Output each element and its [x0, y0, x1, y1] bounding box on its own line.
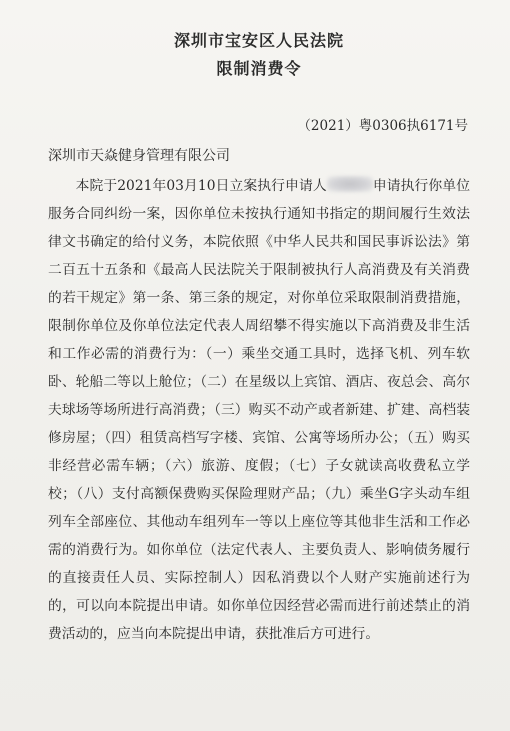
court-name: 深圳市宝安区人民法院 [173, 31, 344, 50]
order-paragraph [48, 172, 470, 648]
paragraph-main: 申请执行你单位服务合同纠纷一案，因你单位未按执行通知书指定的期间履行生效法律文书确定的给付义务，本院依照《中华人民共和国民事诉讼法》第二百五十五条和《最高人民法院关于限制被执行人高消费及有关消费的若干规定》第一条、第三条的规定，对你单位采取限制消费措施，限制你单位及你单位法定代表人周绍攀不得实施以下高消费及非生活和工作必需的消费行为：（一）乘坐交通工具时，选择飞机、列车软卧、轮船二等以上舱位；（二）在星级以上宾馆、酒店、夜总会、高尔夫球场等场所进行高消费；（三）购买不动产或者新建、扩建、高档装修房屋；（四）租赁高档写字楼、宾馆、公寓等场所办公；（五）购买非经营必需车辆；（六）旅游、度假；（七）子女就读高收费私立学校；（八）支付高额保费购买保险理财产品；（九）乘坐G字头动车组列车全部座位、其他动车组列车一等以上座位等其他非生活和工作必需的消费行为。如你单位（法定代表人、主要负责人、影响债务履行的直接责任人员、实际控制人）因私消费以个人财产实施前述行为的，可以向本院提出申请。如你单位因经营必需而进行前述禁止的消费活动的，应当向本院提出申请，获批准后方可进行。 [48, 178, 470, 642]
document-title: 限制消费令 [216, 59, 302, 78]
paragraph-intro: 本院于2021年03月10日立案执行申请人 [75, 178, 327, 194]
redacted-applicant-name [327, 176, 373, 192]
recipient-name: 深圳市天焱健身管理有限公司 [48, 148, 230, 164]
case-number: （2021）粤0306执6171号 [297, 118, 468, 134]
